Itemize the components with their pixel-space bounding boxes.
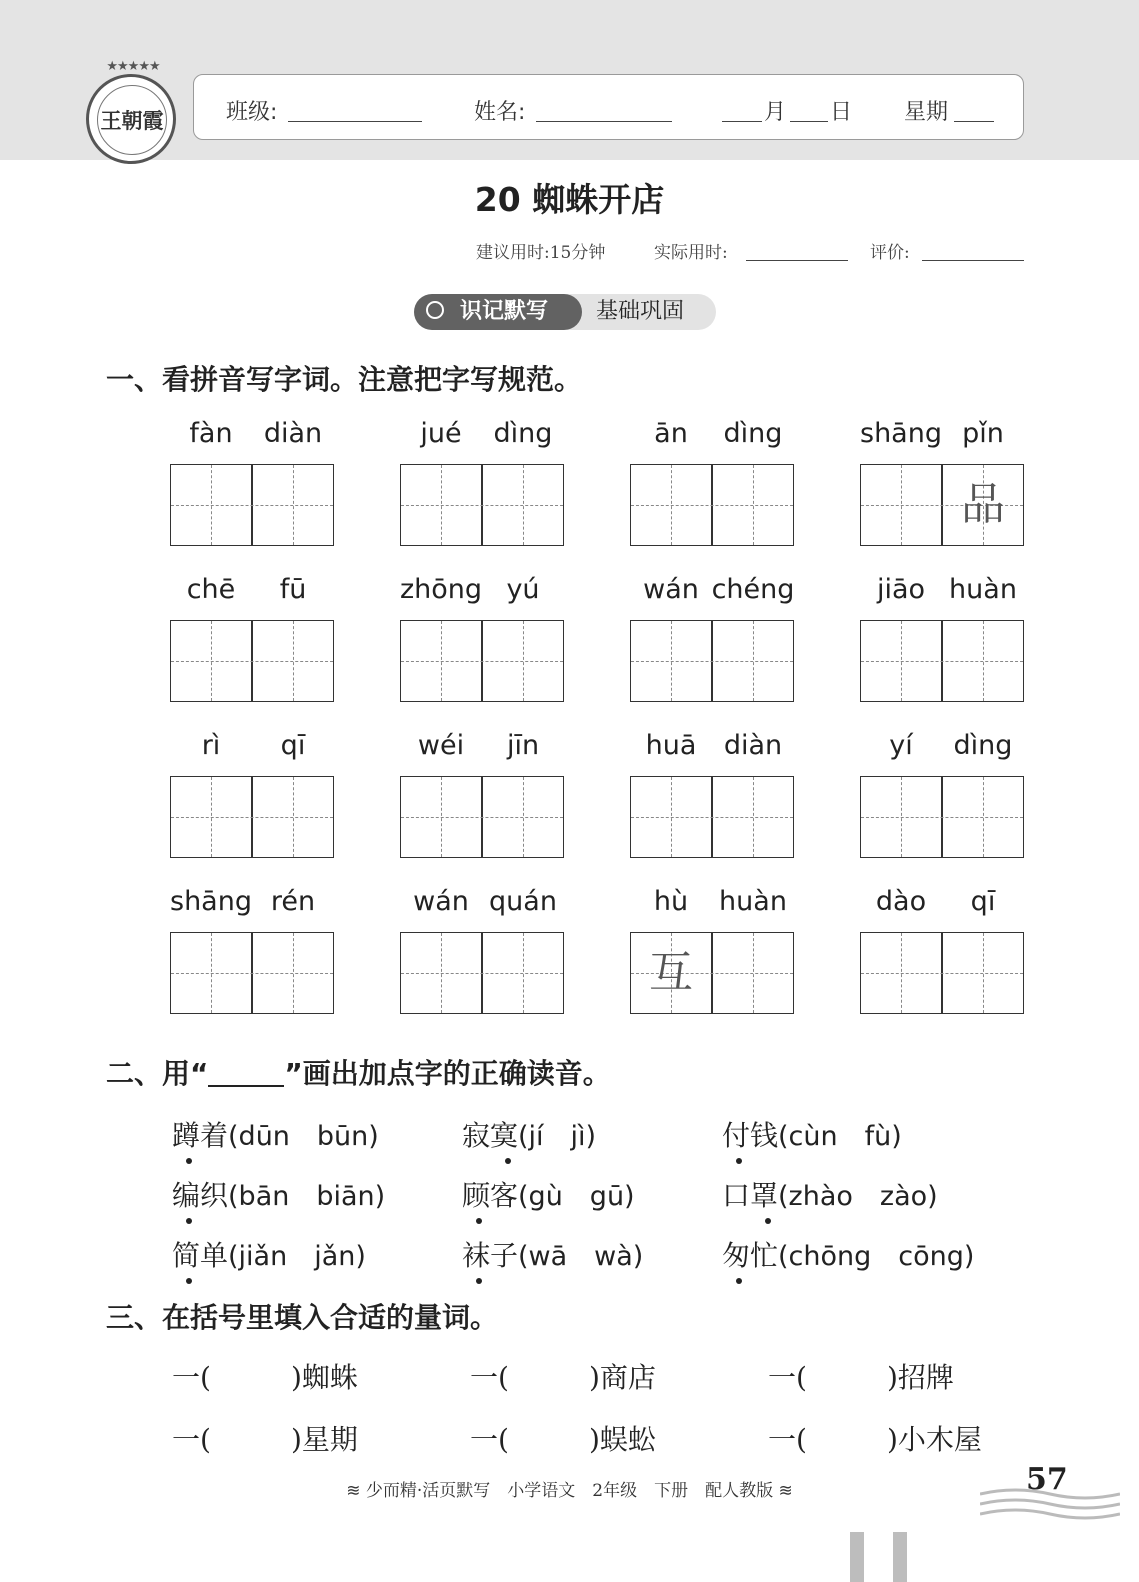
weekday-field[interactable]	[954, 121, 994, 122]
evaluation-field[interactable]	[922, 260, 1024, 261]
actual-time-field[interactable]	[746, 260, 848, 261]
measure-noun: )小木屋	[886, 1423, 982, 1456]
writing-grid[interactable]	[630, 464, 794, 546]
sample-char: 互	[649, 947, 693, 998]
pinyin-2: dìng	[953, 730, 1013, 761]
guide-line	[861, 817, 1023, 818]
guide-line	[401, 973, 563, 974]
reading-word: 匆忙	[722, 1239, 779, 1272]
month-field[interactable]	[722, 121, 762, 122]
reading-item[interactable]	[462, 1234, 643, 1274]
pinyin-2: huàn	[949, 574, 1017, 605]
measure-noun: )蜘蛛	[290, 1361, 358, 1394]
pinyin-2: qī	[970, 886, 996, 917]
measure-word-item	[172, 1418, 358, 1458]
emphasis-dot	[186, 1218, 192, 1224]
pinyin-2: huàn	[719, 886, 787, 917]
name-label: 姓名:	[474, 100, 526, 125]
guide-line	[171, 973, 333, 974]
weekday-label: 星期	[904, 100, 949, 125]
section-badge	[414, 294, 716, 330]
writing-grid[interactable]	[630, 932, 794, 1014]
guide-line	[401, 505, 563, 506]
pinyin-2: diàn	[263, 418, 323, 449]
writing-grid[interactable]	[860, 620, 1024, 702]
emphasis-dot	[476, 1218, 482, 1224]
pinyin-1: wéi	[417, 730, 465, 761]
sample-char: 品	[961, 479, 1005, 530]
writing-grid[interactable]	[170, 464, 334, 546]
reading-item[interactable]	[722, 1114, 902, 1154]
reading-options[interactable]: (jiǎn jǎn)	[228, 1241, 366, 1272]
measure-noun: )蜈蚣	[588, 1423, 656, 1456]
reading-item[interactable]	[172, 1114, 379, 1154]
pinyin-2: quán	[489, 886, 557, 917]
pinyin-1: zhōng	[399, 574, 483, 605]
pinyin-1: huā	[645, 730, 697, 761]
guide-line	[861, 661, 1023, 662]
pinyin-1: chē	[186, 574, 236, 605]
pinyin-2: yú	[506, 574, 540, 605]
reading-item[interactable]	[462, 1114, 596, 1154]
emphasis-dot	[476, 1278, 482, 1284]
measure-prefix: 一(	[172, 1423, 211, 1456]
guide-line	[401, 661, 563, 662]
binding-mark-left	[850, 1532, 864, 1582]
pinyin-2: dìng	[493, 418, 553, 449]
pinyin-2: jīn	[506, 730, 540, 761]
measure-noun: )招牌	[886, 1361, 954, 1394]
footer-text: ≋ 少而精·活页默写 小学语文 2年级 下册 配人教版 ≋	[346, 1481, 793, 1501]
measure-prefix: 一(	[768, 1361, 807, 1394]
reading-item[interactable]	[462, 1174, 635, 1214]
class-field[interactable]	[288, 121, 422, 122]
reading-options[interactable]: (chōng cōng)	[778, 1241, 975, 1272]
pinyin-2: rén	[270, 886, 316, 917]
class-label: 班级:	[226, 100, 278, 125]
pinyin-1: hù	[653, 886, 689, 917]
emphasis-dot	[186, 1158, 192, 1164]
emphasis-dot	[736, 1158, 742, 1164]
pinyin-2: fū	[279, 574, 307, 605]
reading-word: 蹲着	[172, 1119, 229, 1152]
measure-noun: )商店	[588, 1361, 656, 1394]
badge-dark	[414, 294, 582, 330]
name-field[interactable]	[536, 121, 672, 122]
actual-time-label: 实际用时:	[654, 243, 728, 263]
reading-options[interactable]: (jí jì)	[518, 1121, 597, 1152]
reading-word: 顾客	[462, 1179, 519, 1212]
pinyin-1: shāng	[170, 886, 252, 917]
reading-word: 袜子	[462, 1239, 519, 1272]
reading-item[interactable]	[172, 1174, 385, 1214]
guide-line	[401, 817, 563, 818]
writing-grid[interactable]	[400, 776, 564, 858]
reading-word: 付钱	[722, 1119, 779, 1152]
pinyin-2: diàn	[723, 730, 783, 761]
writing-grid[interactable]	[170, 932, 334, 1014]
pinyin-1: jué	[420, 418, 462, 449]
pinyin-1: fàn	[189, 418, 233, 449]
reading-options[interactable]: (bān biān)	[228, 1181, 386, 1212]
student-info-box	[193, 74, 1024, 140]
q2-title-b: ”画出加点字的正确读音。	[284, 1057, 611, 1090]
reading-options[interactable]: (zhào zào)	[778, 1181, 938, 1212]
measure-word-item	[470, 1418, 656, 1458]
binding-mark-right	[893, 1532, 907, 1582]
measure-prefix: 一(	[470, 1361, 509, 1394]
pinyin-1: wán	[643, 574, 699, 605]
q2-title	[106, 1052, 611, 1092]
reading-item[interactable]	[722, 1234, 974, 1274]
guide-line	[631, 505, 793, 506]
q3-title: 三、在括号里填入合适的量词。	[106, 1301, 499, 1334]
pinyin-1: wán	[413, 886, 469, 917]
pinyin-2: dìng	[723, 418, 783, 449]
measure-word-item	[768, 1356, 954, 1396]
pinyin-2: chéng	[711, 574, 795, 605]
emphasis-dot	[186, 1278, 192, 1284]
month-label: 月	[764, 100, 787, 125]
reading-word: 简单	[172, 1239, 229, 1272]
pinyin-1: yí	[889, 730, 913, 761]
writing-grid[interactable]	[400, 464, 564, 546]
writing-grid[interactable]	[400, 932, 564, 1014]
evaluation-label: 评价:	[870, 243, 910, 263]
logo-text: 王朝霞	[97, 85, 167, 155]
measure-noun: )星期	[290, 1423, 358, 1456]
writing-grid[interactable]	[860, 932, 1024, 1014]
badge-dark-label: 识记默写	[460, 299, 549, 324]
underline-sample	[208, 1063, 284, 1087]
suggested-time: 建议用时:15分钟	[476, 243, 606, 263]
q1-title: 一、看拼音写字词。注意把字写规范。	[106, 363, 583, 396]
wave-decoration	[980, 1486, 1120, 1522]
lesson-title: 20 蜘蛛开店	[474, 180, 665, 219]
writing-grid[interactable]	[170, 620, 334, 702]
logo-stars: ★★★★★	[106, 59, 160, 74]
pinyin-1: dào	[875, 886, 927, 917]
publisher-logo	[86, 59, 176, 164]
pinyin-2: pǐn	[962, 418, 1004, 449]
pinyin-1: jiāo	[876, 574, 926, 605]
reading-options[interactable]: (wā wà)	[518, 1241, 644, 1272]
pinyin-1: shāng	[860, 418, 942, 449]
writing-grid[interactable]	[860, 776, 1024, 858]
writing-grid[interactable]	[630, 776, 794, 858]
page-number: 57	[1026, 1462, 1068, 1497]
reading-word: 口罩	[722, 1179, 779, 1212]
guide-line	[171, 505, 333, 506]
reading-options[interactable]: (gù gū)	[518, 1181, 635, 1212]
writing-grid[interactable]	[630, 620, 794, 702]
writing-grid[interactable]	[400, 620, 564, 702]
emphasis-dot	[765, 1218, 771, 1224]
emphasis-dot	[505, 1158, 511, 1164]
badge-light-label: 基础巩固	[596, 299, 685, 324]
guide-line	[861, 973, 1023, 974]
measure-word-item	[172, 1356, 358, 1396]
measure-prefix: 一(	[470, 1423, 509, 1456]
reading-item[interactable]	[722, 1174, 938, 1214]
guide-line	[171, 661, 333, 662]
reading-word: 编织	[172, 1179, 229, 1212]
guide-line	[631, 817, 793, 818]
reading-options[interactable]: (dūn būn)	[228, 1121, 379, 1152]
writing-grid[interactable]	[860, 464, 1024, 546]
guide-line	[171, 817, 333, 818]
q2-title-a: 二、用“	[106, 1057, 209, 1090]
reading-item[interactable]	[172, 1234, 366, 1274]
measure-word-item	[768, 1418, 982, 1458]
emphasis-dot	[736, 1278, 742, 1284]
pinyin-1: ān	[654, 418, 688, 449]
pinyin-1: rì	[201, 730, 221, 761]
day-label: 日	[830, 100, 853, 125]
measure-word-item	[470, 1356, 656, 1396]
reading-word: 寂寞	[462, 1119, 519, 1152]
day-field[interactable]	[790, 121, 828, 122]
reading-options[interactable]: (cùn fù)	[778, 1121, 902, 1152]
measure-prefix: 一(	[172, 1361, 211, 1394]
measure-prefix: 一(	[768, 1423, 807, 1456]
writing-grid[interactable]	[170, 776, 334, 858]
medal-icon	[426, 301, 444, 319]
pinyin-2: qī	[280, 730, 306, 761]
guide-line	[631, 661, 793, 662]
